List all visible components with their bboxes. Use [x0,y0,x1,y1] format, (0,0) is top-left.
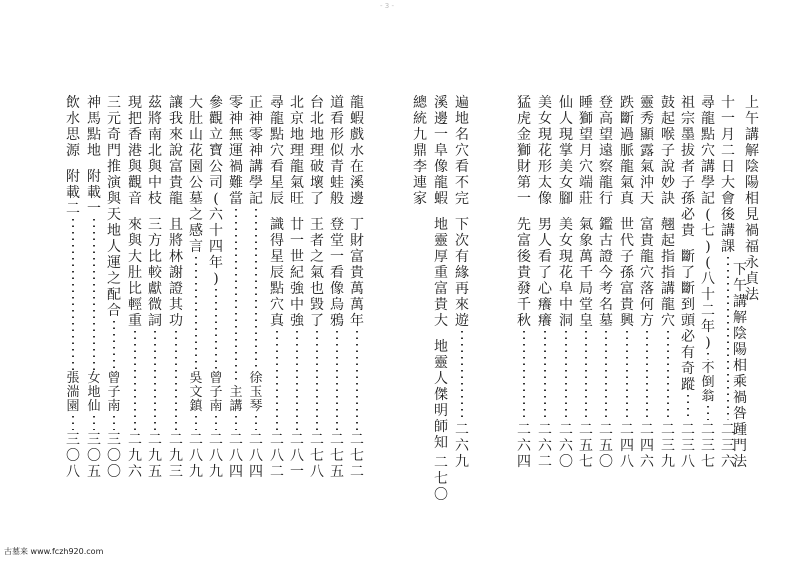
dot-leader [72,416,74,430]
left-page-entry [125,95,145,480]
entry-title: 上 午 講 解 陰 陽 相 見 禍 福 永 貞 法 [745,95,759,303]
right-page-entry [678,95,698,470]
entry-title: 茲 將 南 北 與 中 枝 三 方 比 較 獻 微 詞 [148,95,162,329]
dot-leader [727,257,729,420]
dot-leader [255,209,257,370]
right-page-entry [452,95,472,470]
entry-title: 遍 地 名 穴 看 不 完 下 次 有 緣 再 來 遊 [455,95,469,329]
entry-page-number: 二 五 七 [579,422,593,470]
entry-page-number: 二 六 四 [517,422,531,470]
left-page-entry [307,95,327,480]
entry-title: 仙 人 現 掌 美 女 腳 美 女 現 花 阜 中 洞 [559,95,573,329]
entry-page-number: 三 〇 〇 [107,432,121,480]
left-page-entry [347,95,367,480]
dot-leader [646,331,648,420]
dot-leader [461,331,463,420]
right-page-entry [698,95,718,470]
dot-leader [687,395,689,420]
entry-page-number: 二 九 三 [169,432,183,480]
left-page-entry [166,95,186,480]
entry-page-number: 二 六 二 [538,422,552,470]
dot-leader [255,416,257,430]
entry-title: 台 北 地 理 破 壞 了 王 者 之 氣 也 毀 了 [310,95,324,329]
entry-title: 尋 龍 點 穴 看 星 辰 識 得 星 辰 點 穴 真 [270,95,284,329]
dot-leader [707,406,709,420]
entry-author: 曾 子 南 [209,371,223,414]
right-page-entry [514,95,534,470]
right-page-entry [556,95,576,470]
left-page-entry [206,95,226,480]
entry-author: 吳 文 鎮 [189,371,203,414]
dot-leader [93,219,95,370]
entry-title: 鼓 起 喉 子 說 妙 訣 翹 起 指 指 講 龍 穴 [661,95,675,329]
entry-page-number: 三 〇 五 [87,432,101,480]
dot-leader [235,209,237,384]
right-page-header [730,95,750,470]
right-page-entry [596,95,616,470]
dot-leader [235,416,237,430]
entry-page-number: 二 三 七 [701,422,715,470]
left-page-entry [327,95,347,480]
entry-page-number: 二 四 八 [620,422,634,470]
right-page-entry [576,95,596,470]
entry-page-number: 二 八 九 [209,432,223,480]
entry-title: 十 一 月 二 日 大 會 後 講 課 [721,95,735,255]
entry-author: 主 講 [229,385,243,414]
dot-leader [356,331,358,430]
dot-leader [93,416,95,430]
entry-page-number: 二 六 九 [455,422,469,470]
entry-title: 北 京 地 理 龍 氣 旺 廿 一 世 紀 強 中 強 [290,95,304,329]
dot-leader [544,331,546,420]
left-page-entry [226,95,246,480]
dot-leader [707,353,709,360]
entry-title: 神 馬 點 地 附 載 一 [87,95,101,217]
dot-leader [336,331,338,430]
entry-title: 龍 蝦 戲 水 在 溪 邊 丁 財 富 貴 萬 萬 年 [350,95,364,329]
entry-page-number: 二 八 九 [189,432,203,480]
dot-leader [605,331,607,420]
right-page-entry [410,95,430,470]
left-page-entry [186,95,206,480]
dot-leader [626,331,628,420]
entry-page-number: 二 八 二 [270,432,284,480]
dot-leader [667,331,669,420]
entry-title: 飲 水 思 源 附 載 二 [66,95,80,217]
left-page-entry [63,95,83,480]
entry-title: 跌 斷 過 脈 龍 氣 真 世 代 子 孫 富 貴 興 [620,95,634,329]
right-page-entry [658,95,678,470]
entry-title: 美 女 現 花 形 太 像 男 人 看 了 心 癢 癢 [538,95,552,329]
entry-page-number: 二 八 四 [249,432,263,480]
dot-leader [215,416,217,430]
entry-title: 零 神 無 運 禍 難 當 [229,95,243,207]
entry-author: 曾 子 南 [107,371,121,414]
entry-title: 祖 宗 墨 拔 者 子 孫 必 貴 斷 了 斷 到 頭 必 有 奇 蹤 [681,95,695,393]
entry-page-number: 二 七 〇 [434,455,448,503]
entry-title: 大 肚 山 花 園 公 墓 之 感 言 [189,95,203,255]
entry-page-number: 二 七 八 [310,432,324,480]
entry-page-number: 二 六 〇 [559,422,573,470]
right-page-entry [617,95,637,470]
entry-author: 女 地 仙 [87,371,101,414]
entry-title: 尋 龍 點 穴 講 學 記 ( 七 ) ( 八 十 二 年 ) [701,95,715,351]
entry-page-number: 二 九 五 [148,432,162,480]
dot-leader [154,331,156,430]
dot-leader [113,321,115,370]
right-page-entry [431,95,451,503]
entry-title: 正 神 零 神 講 學 記 [249,95,263,207]
dot-leader [585,331,587,420]
right-page-entry [637,95,657,470]
entry-page-number: 三 〇 八 [66,432,80,480]
entry-title: 溪 邊 一 阜 像 龍 蝦 地 靈 厚 重 富 貴 大 地 靈 人 傑 明 師 知 [434,95,448,451]
dot-leader [296,331,298,430]
entry-title: 現 把 香 港 與 觀 音 來 與 大 肚 比 輕 重 [128,95,142,329]
entry-title: 參 觀 立 寶 公 司 ( 六 十 四 年 ) [209,95,223,287]
dot-leader [565,331,567,420]
left-page-entry [145,95,165,480]
entry-title: 猛 虎 金 獅 財 第 一 先 富 後 貴 發 千 秋 [517,95,531,329]
dot-leader [316,331,318,430]
entry-page-number: 二 三 八 [681,422,695,470]
dot-leader [113,416,115,430]
entry-title: 登 高 望 遠 察 龍 行 鑑 古 證 今 考 名 墓 [599,95,613,329]
entry-page-number: 二 八 四 [229,432,243,480]
entry-page-number: 二 九 六 [128,432,142,480]
entry-title: 三 元 奇 門 推 演 與 天 地 人 運 之 配 合 [107,95,121,319]
dot-leader [215,289,217,370]
entry-title: 總 統 九 鼎 李 連 家 [413,95,427,207]
entry-title: 道 看 形 似 青 蛙 般 登 堂 一 看 像 烏 鴉 [330,95,344,329]
watermark-footer: 古墓来 www.fczh920.com [4,547,104,556]
dot-leader [276,331,278,430]
entry-author: 不 倒 翁 [701,361,715,404]
dot-leader [134,331,136,430]
left-page-entry [84,95,104,480]
page-number: - 3 - [380,2,394,10]
right-page-entry [535,95,555,470]
dot-leader [175,331,177,430]
entry-page-number: 二 七 二 [350,432,364,480]
entry-title: 睡 獅 望 月 穴 端 莊 氣 象 萬 千 局 堂 皇 [579,95,593,329]
entry-title: 靈 秀 顯 露 氣 沖 天 富 貴 龍 穴 落 何 方 [640,95,654,329]
dot-leader [72,219,74,370]
dot-leader [195,257,197,370]
entry-title: 讓 我 來 說 富 貴 龍 且 將 林 謝 證 其 功 [169,95,183,329]
entry-page-number: 二 三 九 [661,422,675,470]
dot-leader [523,331,525,420]
entry-page-number: 二 四 六 [640,422,654,470]
left-page-entry [246,95,266,480]
entry-page-number: 二 三 六 [721,422,735,470]
left-page-entry [104,95,124,480]
entry-page-number: 二 八 一 [290,432,304,480]
entry-page-number: 二 七 五 [330,432,344,480]
entry-author: 張 湍 園 [66,371,80,414]
dot-leader [195,416,197,430]
entry-page-number: 二 五 〇 [599,422,613,470]
entry-author: 徐 玉 琴 [249,371,263,414]
header-title: 下 午 講 解 陰 陽 相 乘 禍 咎 踵 門 法 [733,262,747,470]
left-page-entry [287,95,307,480]
left-page-entry [267,95,287,480]
